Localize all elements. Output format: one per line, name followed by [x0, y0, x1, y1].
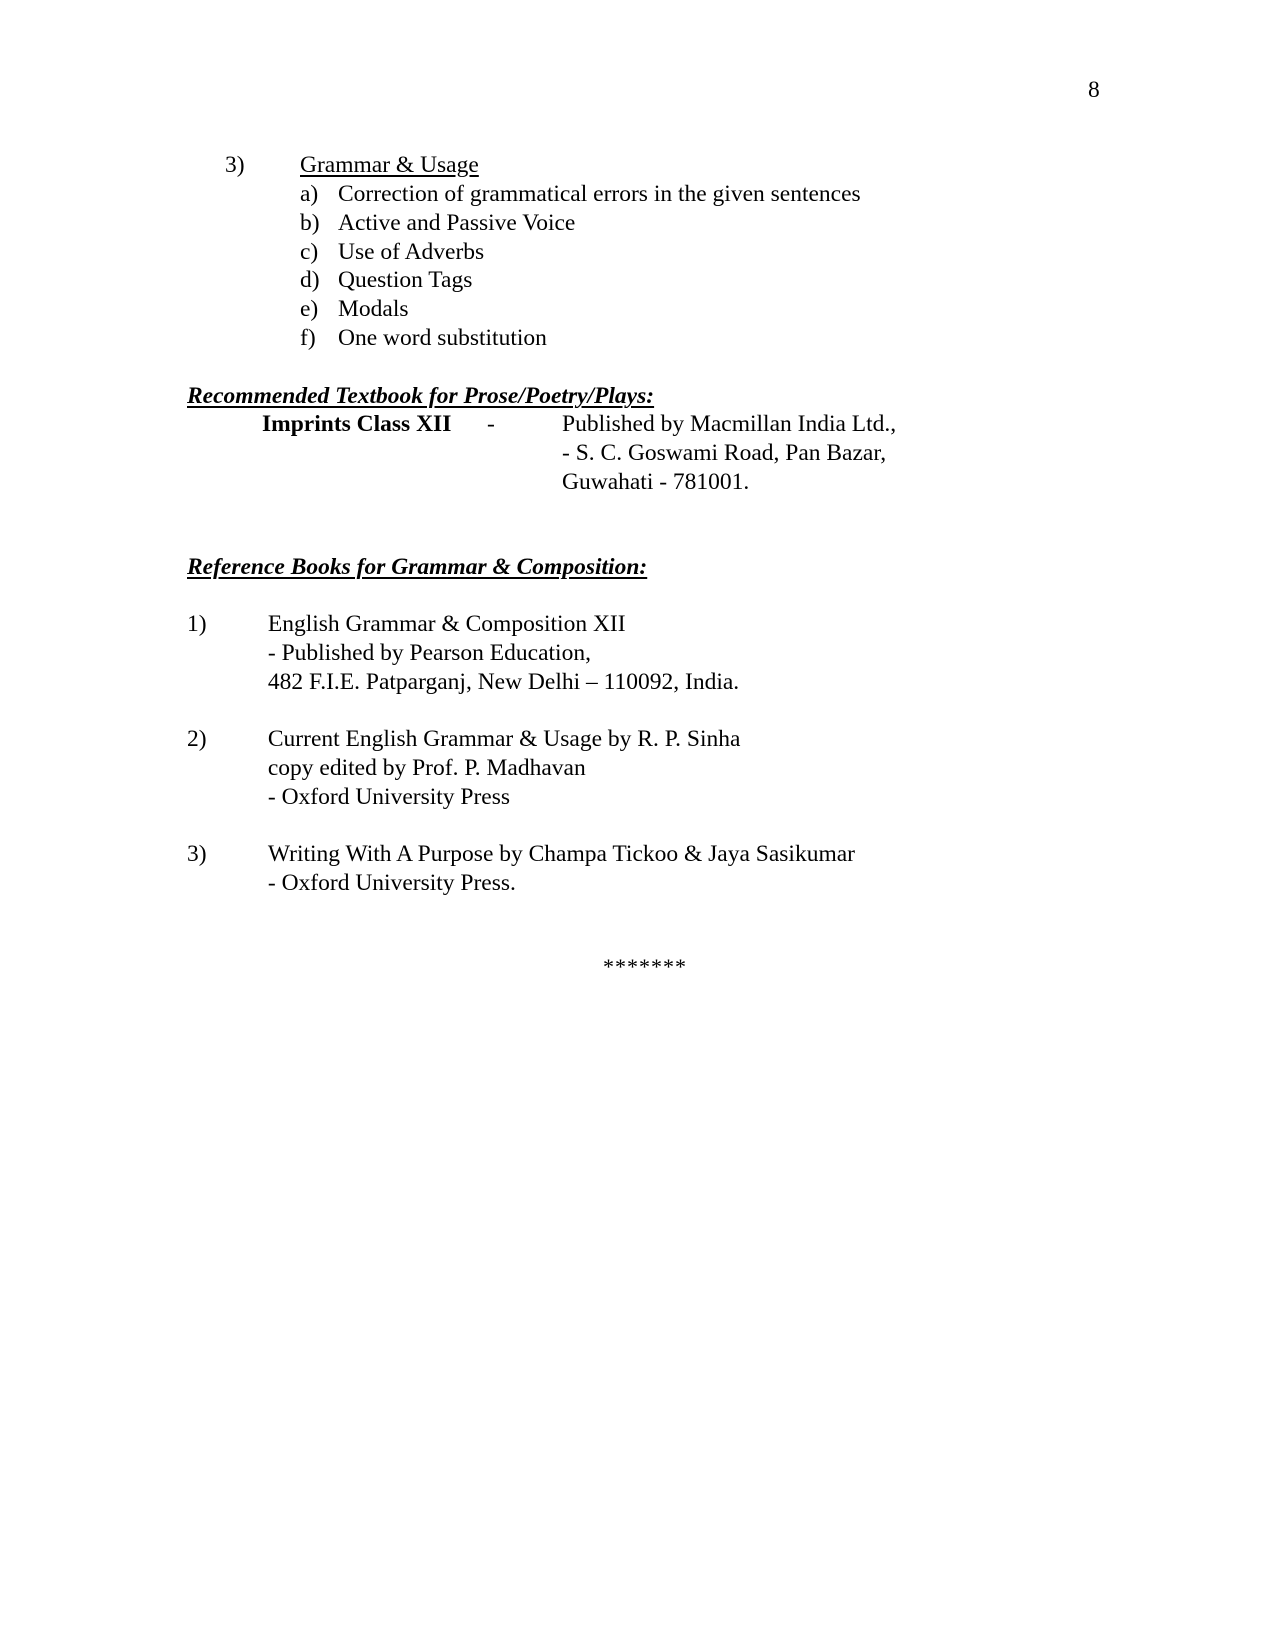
- list-item: [300, 266, 861, 295]
- list-item: [300, 324, 861, 353]
- list-item-marker: e): [300, 296, 319, 323]
- list-item-marker: b): [300, 209, 320, 236]
- list-item-text: Active and Passive Voice: [338, 209, 576, 236]
- reference-line: - Published by Pearson Education,: [267, 639, 591, 666]
- end-of-section-mark: *******: [603, 954, 687, 979]
- reference-item: [187, 610, 739, 696]
- list-item-text: One word substitution: [338, 324, 547, 351]
- reference-body: [268, 725, 741, 811]
- reference-line: Writing With A Purpose by Champa Tickoo & Jaya Sasikumar: [267, 841, 855, 867]
- textbook-publisher: [562, 410, 896, 496]
- reference-line: Current English Grammar & Usage by R. P. Sinha: [267, 726, 741, 752]
- list-item: [300, 180, 861, 209]
- list-item-text: Question Tags: [338, 267, 473, 294]
- reference-line: copy edited by Prof. P. Madhavan: [267, 754, 586, 781]
- section-title: Grammar & Usage: [300, 152, 479, 178]
- textbook-dash: -: [487, 411, 495, 437]
- list-item: [300, 238, 861, 267]
- reference-body: [268, 610, 739, 696]
- list-item: [300, 209, 861, 238]
- publisher-line: Published by Macmillan India Ltd.,: [562, 411, 897, 437]
- reference-line: - Oxford University Press.: [267, 869, 516, 896]
- list-item-marker: d): [300, 267, 320, 294]
- publisher-line: - S. C. Goswami Road, Pan Bazar,: [562, 439, 887, 466]
- reference-number: 2): [187, 726, 207, 752]
- list-item: [300, 295, 861, 324]
- publisher-line: Guwahati - 781001.: [562, 468, 750, 495]
- page-number: 8: [1088, 77, 1100, 103]
- textbook-name: Imprints Class XII: [262, 411, 452, 437]
- list-item-marker: c): [300, 238, 319, 265]
- grammar-topic-list: [300, 180, 861, 353]
- reference-number: 3): [187, 841, 207, 867]
- reference-item: [187, 725, 740, 811]
- list-item-text: Modals: [338, 296, 409, 323]
- reference-number: 1): [187, 611, 207, 637]
- textbook-heading: Recommended Textbook for Prose/Poetry/Plays:: [187, 383, 655, 409]
- section-number: 3): [225, 152, 245, 178]
- list-item-marker: f): [300, 324, 316, 351]
- reference-line: English Grammar & Composition XII: [267, 611, 626, 637]
- reference-line: - Oxford University Press: [267, 783, 511, 810]
- reference-item: [187, 840, 855, 898]
- list-item-marker: a): [300, 181, 319, 207]
- reference-line: 482 F.I.E. Patparganj, New Delhi – 110092, India.: [267, 668, 740, 695]
- list-item-text: Use of Adverbs: [338, 238, 485, 265]
- reference-heading: Reference Books for Grammar & Composition:: [187, 554, 648, 580]
- list-item-text: Correction of grammatical errors in the given sentences: [338, 181, 861, 207]
- reference-body: [268, 840, 855, 898]
